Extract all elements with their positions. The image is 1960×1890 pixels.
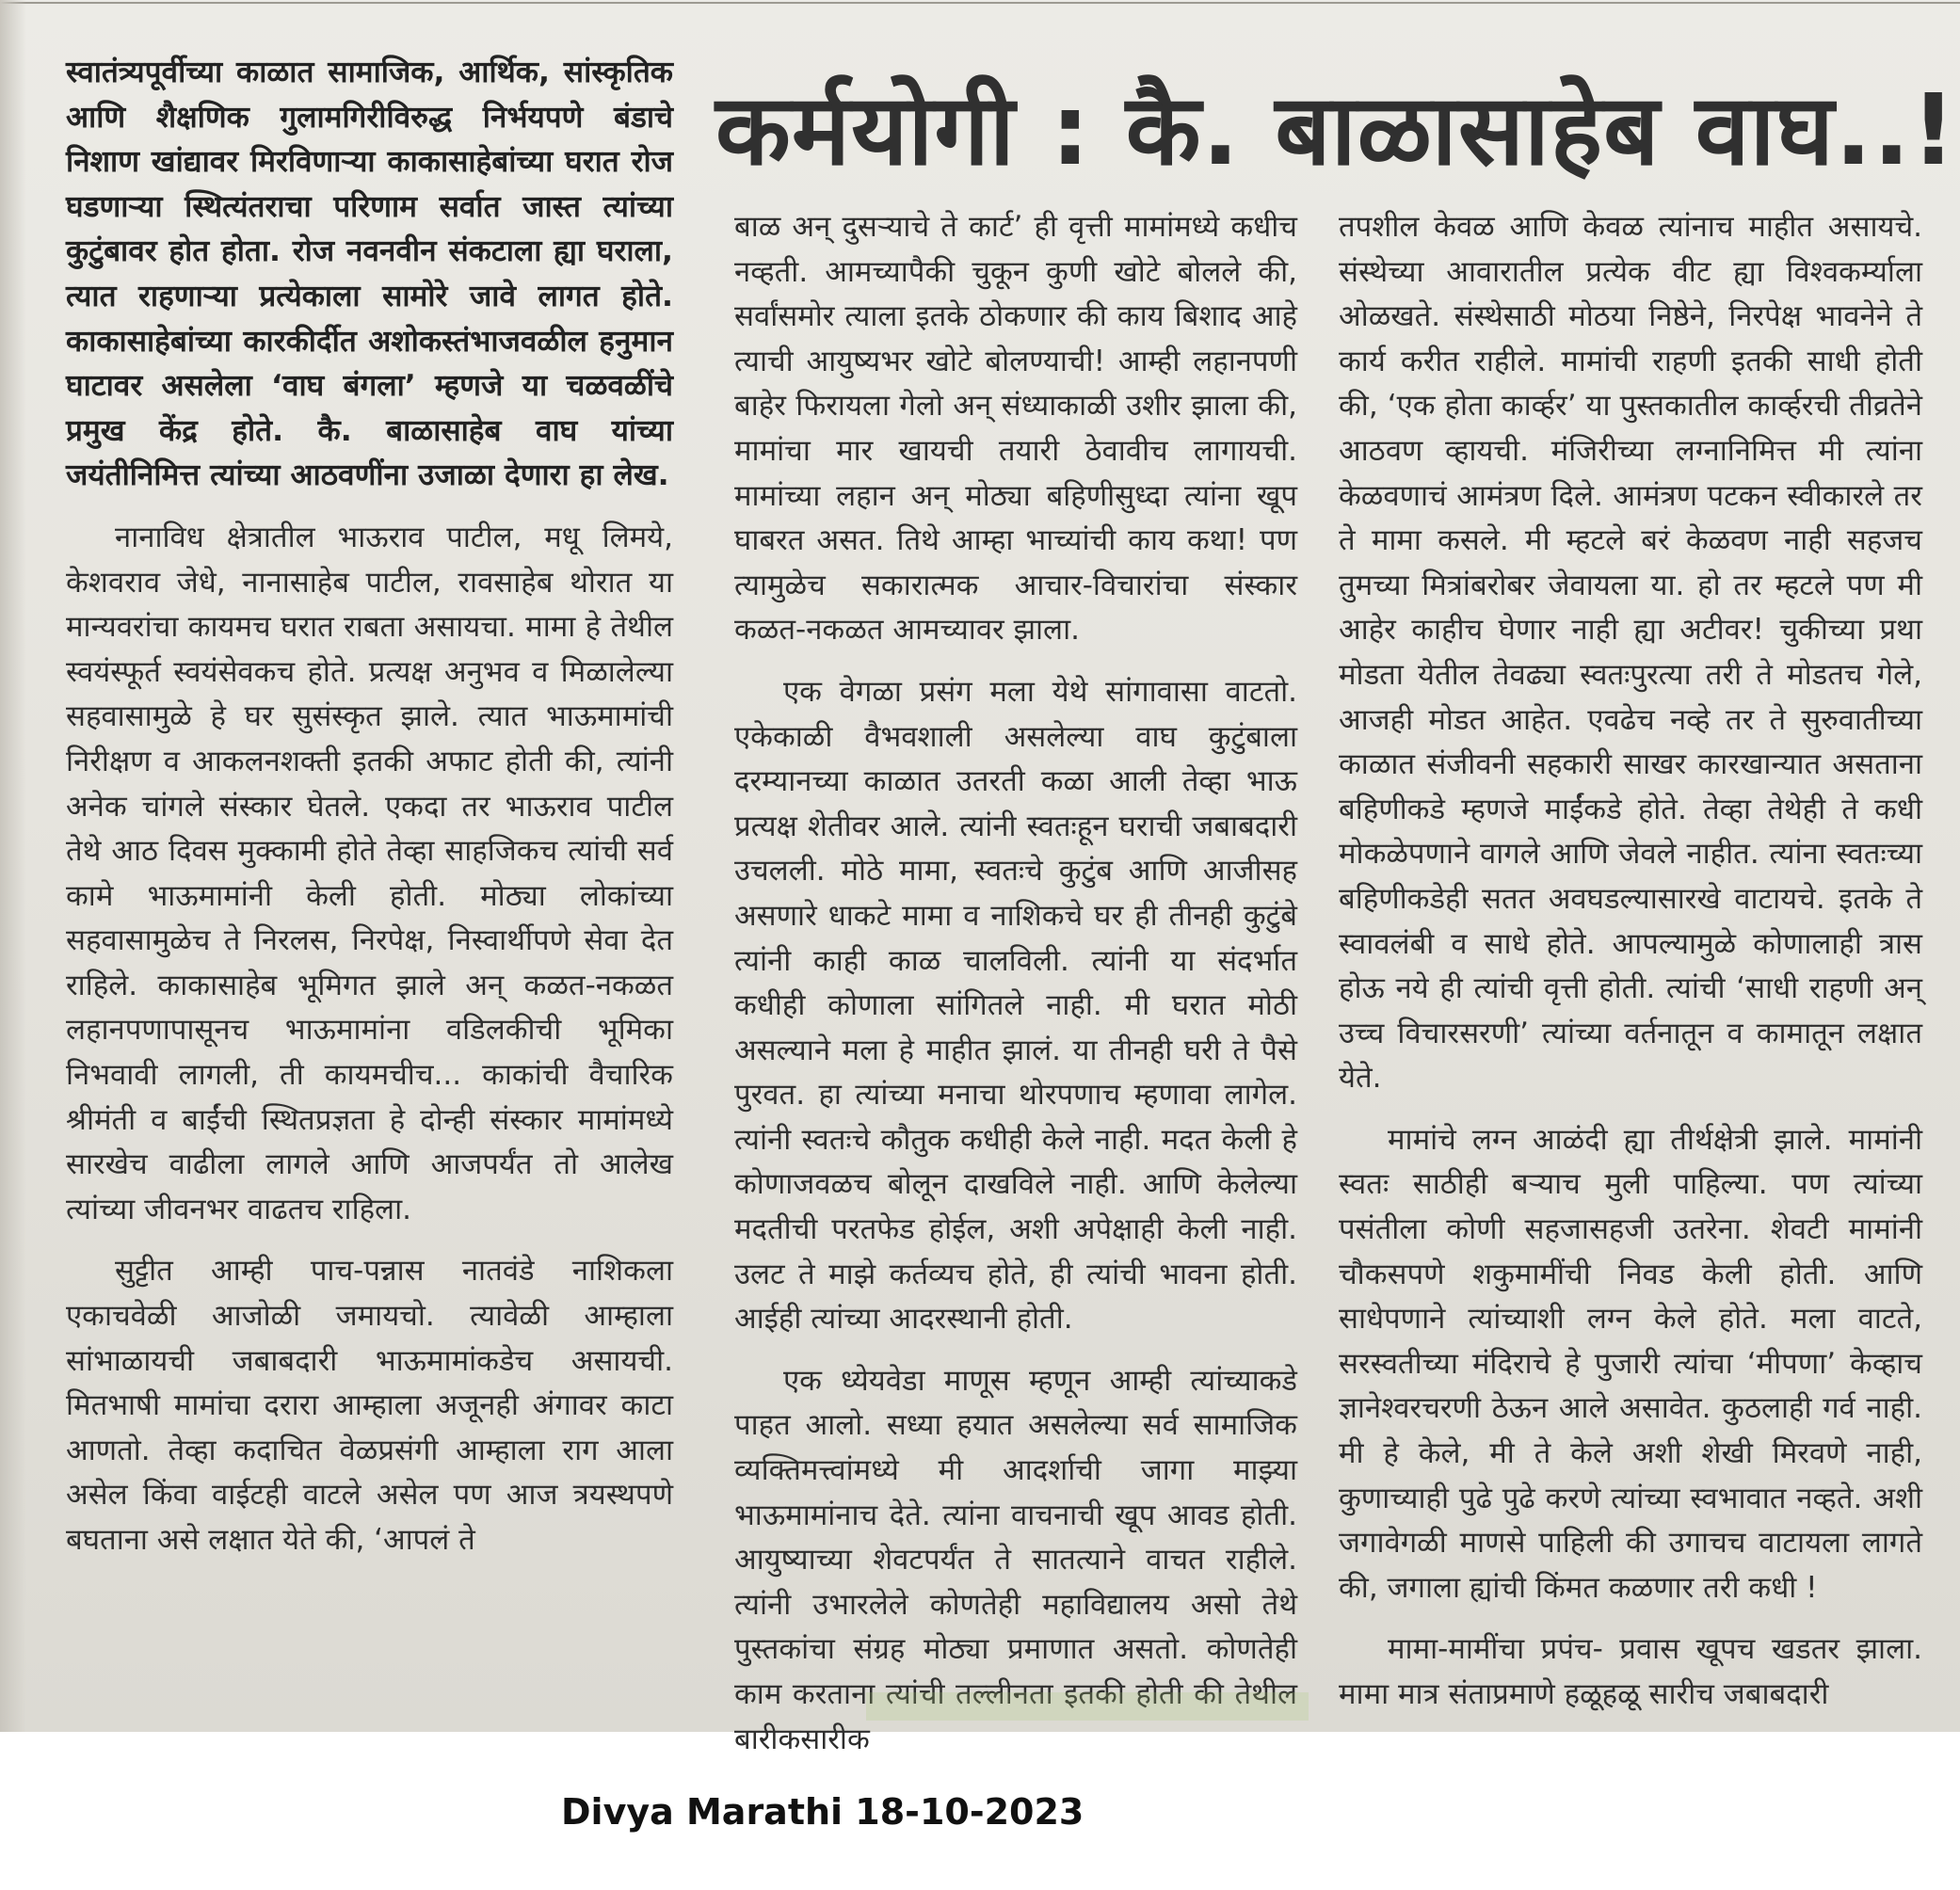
paragraph: सुट्टीत आम्ही पाच-पन्नास नातवंडे नाशिकला एकाचवेळी आजोळी जमायचो. त्यावेळी आम्हाला सांभाळायची जबाबदारी भाऊमामांकडेच असायची. मितभाषी मामांचा दरारा आम्हाला अजूनही अंगावर काटा आणतो. तेव्हा कदाचित वेळप्रसंगी आम्हाला राग आला असेल किंवा वाईटही वाटले असेल पण आज त्रयस्थपणे बघताना असे लक्षात येते की, ‘आपलं ते [66, 1254, 673, 1557]
paragraph: मामांचे लग्न आळंदी ह्या तीर्थक्षेत्री झाले. मामांनी स्वतः साठीही बऱ्याच मुली पाहिल्या. पण त्यांच्या पसंतीला कोणी सहजासहजी उतरेना. शेवटी मामांनी चौकसपणे शकुमामींची निवड केली होती. आणि साधेपणाने त्यांच्याशी लग्न केले होते. मला वाटते, सरस्वतीच्या मंदिराचे हे पुजारी त्यांचा ‘मीपणा’ केव्हाच ज्ञानेश्वरचरणी ठेऊन आले असावेत. कुठलाही गर्व नाही. मी हे केले, मी ते केले अशी शेखी मिरवणे नाही, कुणाच्याही पुढे पुढे करणे त्यांच्या स्वभावात नव्हते. अशी जगावेगळी माणसे पाहिली की उगाचच वाटायला लागते की, जगाला ह्यांची किंमत कळणार तरी कधी ! [1339, 1122, 1922, 1605]
article-intro: स्वातंत्र्यपूर्वीच्या काळात सामाजिक, आर्थिक, सांस्कृतिक आणि शैक्षणिक गुलामगिरीविरुद्ध निर्भयपणे बंडाचे निशाण खांद्यावर मिरविणाऱ्या काकासाहेबांच्या घरात रोज घडणाऱ्या स्थित्यंतराचा परिणाम सर्वात जास्त त्यांच्या कुटुंबावर होत होता. रोज नवनवीन संकटाला ह्या घराला, त्यात राहणाऱ्या प्रत्येकाला सामोरे जावे लागत होते. काकासाहेबांच्या कारकीर्दीत अशोकस्तंभाजवळील हनुमान घाटावर असलेला ‘वाघ बंगला’ म्हणजे या चळवळींचे प्रमुख केंद्र होते. कै. बाळासाहेब वाघ यांच्या जयंतीनिमित्त त्यांच्या आठवणींना उजाळा देणारा हा लेख. [66, 56, 673, 493]
article-column-1 [66, 51, 673, 1563]
paragraph-gap [1339, 1610, 1922, 1627]
paragraph-gap [66, 499, 673, 516]
top-rule [0, 2, 1960, 4]
paragraph: मामा-मामींचा प्रपंच- प्रवास खूपच खडतर झाला. मामा मात्र संताप्रमाणे हळूहळू सारीच जबाबदारी [1339, 1632, 1922, 1711]
paragraph: एक वेगळा प्रसंग मला येथे सांगावासा वाटतो. एकेकाळी वैभवशाली असलेल्या वाघ कुटुंबाला दरम्यानच्या काळात उतरती कळा आली तेव्हा भाऊ प्रत्यक्ष शेतीवर आले. त्यांनी स्वतःहून घराची जबाबदारी उचलली. मोठे मामा, स्वतःचे कुटुंब आणि आजीसह असणारे धाकटे मामा व नाशिकचे घर ही तीनही कुटुंबे त्यांनी काही काळ चालविली. त्यांनी या संदर्भात कधीही कोणाला सांगितले नाही. मी घरात मोठी असल्याने मला हे माहीत झालं. या तीनही घरी ते पैसे पुरवत. हा त्यांच्या मनाचा थोरपणाच म्हणावा लागेल. त्यांनी स्वतःचे कौतुक कधीही केले नाही. मदत केली हे कोणाजवळच बोलून दाखविले नाही. आणि केलेल्या मदतीची परतफेड होईल, अशी अपेक्षाही केली नाही. उलट ते माझे कर्तव्यच होते, ही त्यांची भावना होती. आईही त्यांच्या आदरस्थानी होती. [734, 674, 1297, 1337]
paragraph-gap [66, 1232, 673, 1249]
source-caption: Divya Marathi 18-10-2023 [561, 1791, 1084, 1833]
paragraph-gap [734, 1342, 1297, 1359]
paragraph-gap [1339, 1101, 1922, 1118]
paragraph: बाळ अन् दुसऱ्याचे ते कार्ट’ ही वृत्ती मामांमध्ये कधीच नव्हती. आमच्यापैकी चुकून कुणी खोटे बोलले की, सर्वांसमोर त्याला इतके ठोकणार की काय बिशाद आहे त्याची आयुष्यभर खोटे बोलण्याची! आम्ही लहानपणी बाहेर फिरायला गेलो अन् संध्याकाळी उशीर झाला की, मामांचा मार खायची तयारी ठेवावीच लागायची. मामांच्या लहान अन् मोठ्या बहिणीसुध्दा त्यांना खूप घाबरत असत. तिथे आम्हा भाच्यांची काय कथा! पण त्यामुळेच सकारात्मक आचार-विचारांचा संस्कार कळत-नकळत आमच्यावर झाला. [734, 210, 1297, 648]
highlighter-mark [866, 1692, 1309, 1721]
paper-fold-shadow [0, 0, 26, 1732]
article-column-3 [1339, 205, 1922, 1718]
paragraph: नानाविध क्षेत्रातील भाऊराव पाटील, मधू लिमये, केशवराव जेधे, नानासाहेब पाटील, रावसाहेब थोरात या मान्यवरांचा कायमच घरात राबता असायचा. मामा हे तेथील स्वयंस्फूर्त स्वयंसेवकच होते. प्रत्यक्ष अनुभव व मिळालेल्या सहवासामुळे हे घर सुसंस्कृत झाले. त्यात भाऊमामांची निरीक्षण व आकलनशक्ती इतकी अफाट होती की, त्यांनी अनेक चांगले संस्कार घेतले. एकदा तर भाऊराव पाटील तेथे आठ दिवस मुक्कामी होते तेव्हा साहजिकच त्यांची सर्व कामे भाऊमामांनी केली होती. मोठ्या लोकांच्या सहवासामुळेच ते निरलस, निरपेक्ष, निस्वार्थीपणे सेवा देत राहिले. काकासाहेब भूमिगत झाले अन् कळत-नकळत लहानपणापासूनच भाऊमामांना वडिलकीची भूमिका निभवावी लागली, ती कायमचीच... काकांची वैचारिक श्रीमंती व बाईंची स्थितप्रज्ञता हे दोन्ही संस्कार मामांमध्ये सारखेच वाढीला लागले आणि आजपर्यंत तो आलेख त्यांच्या जीवनभर वाढतच राहिला. [66, 520, 673, 1226]
article-headline: कर्मयोगी : कै. बाळासाहेब वाघ..! [715, 72, 1957, 187]
article-column-2 [734, 205, 1297, 1762]
paragraph: एक ध्येयवेडा माणूस म्हणून आम्ही त्यांच्याकडे पाहत आलो. सध्या हयात असलेल्या सर्व सामाजिक व्यक्तिमत्त्वांमध्ये मी आदर्शाची जागा माझ्या भाऊमामांनाच देते. त्यांना वाचनाची खूप आवड होती. आयुष्याच्या शेवटपर्यंत ते सातत्याने वाचत राहीले. त्यांनी उभारलेले कोणतेही महाविद्यालय असो तेथे पुस्तकांचा संग्रह मोठ्या प्रमाणात असतो. कोणतेही काम करताना त्यांची तल्लीनता इतकी होती की तेथील बारीकसारीक [734, 1363, 1297, 1756]
paragraph: तपशील केवळ आणि केवळ त्यांनाच माहीत असायचे. संस्थेच्या आवारातील प्रत्येक वीट ह्या विश्वकर्म्याला ओळखते. संस्थेसाठी मोठया निष्ठेने, निरपेक्ष भावनेने ते कार्य करीत राहीले. मामांची राहणी इतकी साधी होती की, ‘एक होता कार्व्हर’ या पुस्तकातील कार्व्हरची तीव्रतेने आठवण व्हायची. मंजिरीच्या लग्नानिमित्त मी त्यांना केळवणाचं आमंत्रण दिले. आमंत्रण पटकन स्वीकारले तर ते मामा कसले. मी म्हटले बरं केळवण नाही सहजच तुमच्या मित्रांबरोबर जेवायला या. हो तर म्हटले पण मी आहेर काहीच घेणार नाही ह्या अटीवर! चुकीच्या प्रथा मोडता येतील तेवढ्या स्वतःपुरत्या तरी ते मोडतच गेले, आजही मोडत आहेत. एवढेच नव्हे तर ते सुरुवातीच्या काळात संजीवनी सहकारी साखर कारखान्यात असताना बहिणीकडे म्हणजे माईंकडे होते. तेव्हा तेथेही ते कधी मोकळेपणाने वागले आणि जेवले नाहीत. त्यांना स्वतःच्या बहिणीकडेही सतत अवघडल्यासारखे वाटायचे. इतके ते स्वावलंबी व साधे होते. आपल्यामुळे कोणालाही त्रास होऊ नये ही त्यांची वृत्ती होती. त्यांची ‘साधी राहणी अन् उच्च विचारसरणी’ त्यांच्या वर्तनातून व कामातून लक्षात येते. [1339, 210, 1922, 1096]
paragraph-gap [734, 653, 1297, 670]
